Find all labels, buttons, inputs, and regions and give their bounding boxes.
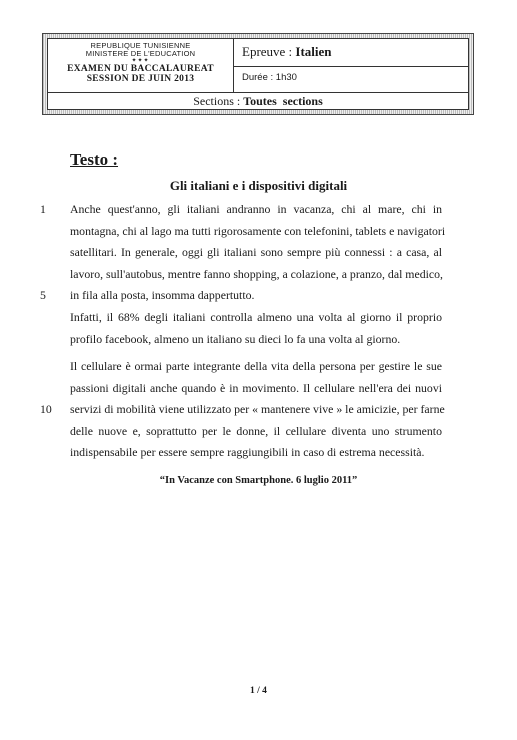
page-number: 1 / 4 bbox=[250, 686, 267, 696]
sections-label: Sections : bbox=[193, 94, 241, 108]
text-line: satellitari. In generale, oggi gli italiani sono sempre più connessi : a casa, al bbox=[70, 245, 442, 259]
sections-value: Toutes sections bbox=[243, 94, 323, 108]
decorative-stars: ✦✦✦ bbox=[131, 58, 150, 64]
duree-field bbox=[234, 67, 468, 93]
paragraph-1 bbox=[70, 199, 446, 307]
text-line: Anche quest'anno, gli italiani andranno in vacanza, chi al mare, chi in bbox=[70, 202, 442, 216]
exam-session: SESSION DE JUIN 2013 bbox=[86, 74, 195, 84]
sections-field bbox=[48, 93, 468, 109]
exam-header-inner bbox=[47, 38, 469, 110]
source-citation: “In Vacanze con Smartphone. 6 luglio 2011” bbox=[159, 475, 358, 486]
epreuve-label: Epreuve : bbox=[242, 44, 293, 59]
text-line: lavoro, sull'autobus, mentre fanno shopping, a colazione, a pranzo, dal medico, bbox=[70, 266, 443, 281]
line-number-5: 5 bbox=[40, 288, 46, 302]
text-line: servizi di mobilità viene utilizzato per « mantenere vive » le amicizie, per farne bbox=[70, 402, 445, 416]
paragraph-3 bbox=[70, 356, 445, 464]
text-line: in fila alla posta, insomma dappertutto. bbox=[70, 288, 255, 302]
line-number-10: 10 bbox=[40, 402, 52, 416]
line-number-1: 1 bbox=[40, 202, 46, 216]
duree-label: Durée : bbox=[242, 72, 274, 83]
exam-name: EXAMEN DU BACCALAUREAT bbox=[67, 64, 214, 74]
text-line: profilo facebook, almeno un italiano su dieci lo fa una volta al giorno. bbox=[70, 331, 401, 346]
text-line: montagna, chi al lago ma tutti rigorosamente con telefonini, tablets e navigatori bbox=[70, 223, 446, 238]
country-name: REPUBLIQUE TUNISIENNE bbox=[90, 41, 191, 50]
text-line: indispensabile per essere sempre raggiungibili in caso di estrema necessità. bbox=[70, 445, 425, 459]
text-line: Infatti, il 68% degli italiani controlla almeno una volta al giorno il proprio bbox=[70, 310, 442, 324]
paragraph-2 bbox=[70, 307, 442, 350]
epreuve-value: Italien bbox=[295, 44, 332, 59]
text-line: passioni digitali anche quando è in movimento. Il cellulare nell'era dei nuovi bbox=[70, 380, 442, 395]
testo-heading: Testo : bbox=[70, 150, 119, 169]
text-line: Il cellulare è ormai parte integrante della vita della persona per gestire le sue bbox=[70, 359, 442, 373]
epreuve-field bbox=[234, 39, 468, 67]
text-line: delle nuove e, soprattutto per le donne, il cellulare diventa uno strumento bbox=[70, 423, 442, 438]
ministry-name: MINISTERE DE L'EDUCATION bbox=[85, 49, 196, 58]
ministry-block bbox=[48, 39, 234, 93]
exam-header bbox=[42, 33, 474, 115]
text-title: Gli italiani e i dispositivi digitali bbox=[169, 178, 348, 193]
duree-value: 1h30 bbox=[275, 72, 297, 83]
